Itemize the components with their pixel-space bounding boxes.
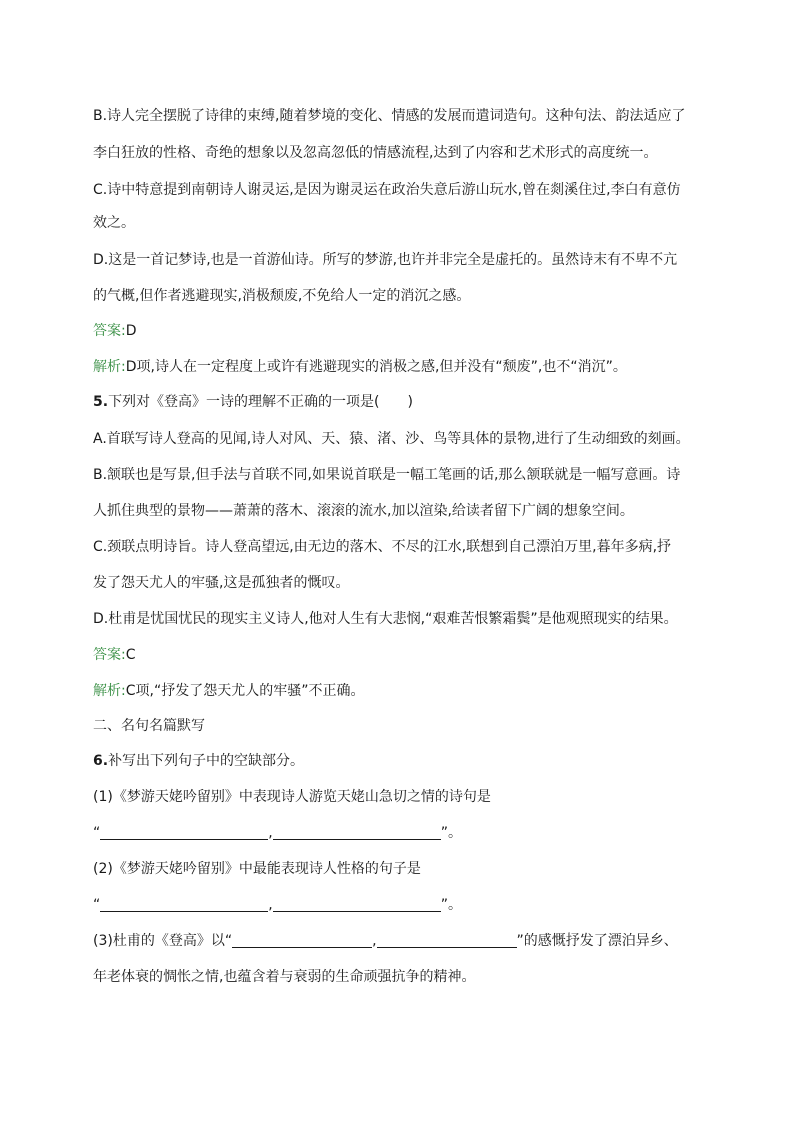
option-d-line-1: D.这是一首记梦诗,也是一首游仙诗。所写的梦游,也许并非完全是虚托的。虽然诗末有不卑不亢 <box>93 252 678 268</box>
answer-value: C <box>125 647 136 663</box>
q5-option-a: A.首联写诗人登高的见闻,诗人对风、天、猿、渚、沙、鸟等具体的景物,进行了生动细致的刻画。 <box>93 431 690 447</box>
question-number: 5. <box>93 394 109 410</box>
answer-4 <box>93 321 137 341</box>
q5-option-d: D.杜甫是忧国忧民的现实主义诗人,他对人生有大悲悯,“艰难苦恨繁霜鬓”是他观照现实的结果。 <box>93 611 678 627</box>
blank-3b[interactable] <box>377 933 517 948</box>
q6-sub-2-blanks: “ , ”。 <box>93 897 462 913</box>
option-b-line-1: B.诗人完全摆脱了诗律的束缚,随着梦境的变化、情感的发展而遣词造句。这种句法、韵法适应了 <box>93 108 686 124</box>
option-b-line-2: 李白狂放的性格、奇绝的想象以及忽高忽低的情感流程,达到了内容和艺术形式的高度统一。 <box>93 145 658 161</box>
question-number: 6. <box>93 753 109 769</box>
analysis-label: 解析: <box>93 359 126 375</box>
analysis-4 <box>93 357 627 377</box>
answer-label: 答案: <box>93 647 126 663</box>
q5-option-c-line-1: C.颈联点明诗旨。诗人登高望远,由无边的落木、不尽的江水,联想到自己漂泊万里,暮年多病,抒 <box>93 539 672 555</box>
blank-3a[interactable] <box>232 933 372 948</box>
analysis-text: C项,“抒发了怨天尤人的牢骚”不正确。 <box>125 683 365 699</box>
q6-sub-2: (2)《梦游天姥吟留别》中最能表现诗人性格的句子是 <box>93 861 421 877</box>
blank-1a[interactable] <box>100 825 268 840</box>
q6-sub-3-line-2: 年老体衰的惆怅之情,也蕴含着与衰弱的生命顽强抗争的精神。 <box>93 969 476 985</box>
q5-option-b-line-1: B.颔联也是写景,但手法与首联不同,如果说首联是一幅工笔画的话,那么颔联就是一幅写意画。诗 <box>93 467 681 483</box>
analysis-5 <box>93 681 364 701</box>
q6-sub-3: (3)杜甫的《登高》以“ , ”的感慨抒发了漂泊异乡、 <box>93 933 678 949</box>
question-text: 补写出下列句子中的空缺部分。 <box>108 753 305 769</box>
q6-sub-1-blanks: “ , ”。 <box>93 825 462 841</box>
option-c-line-1: C.诗中特意提到南朝诗人谢灵运,是因为谢灵运在政治失意后游山玩水,曾在剡溪住过,李白有意仿 <box>93 182 681 198</box>
option-d-line-2: 的气概,但作者逃避现实,消极颓废,不免给人一定的消沉之感。 <box>93 288 471 304</box>
blank-2a[interactable] <box>100 897 268 912</box>
q6-sub-1: (1)《梦游天姥吟留别》中表现诗人游览天姥山急切之情的诗句是 <box>93 789 491 805</box>
question-text: 下列对《登高》一诗的理解不正确的一项是( ) <box>108 394 413 410</box>
section-heading: 二、名句名篇默写 <box>93 718 205 734</box>
blank-2b[interactable] <box>273 897 441 912</box>
answer-5 <box>93 645 136 665</box>
answer-value: D <box>125 323 137 339</box>
analysis-label: 解析: <box>93 683 126 699</box>
question-6-stem <box>93 751 304 771</box>
answer-label: 答案: <box>93 323 126 339</box>
analysis-text: D项,诗人在一定程度上或许有逃避现实的消极之感,但并没有“颓废”,也不“消沉”。 <box>125 359 627 375</box>
blank-1b[interactable] <box>273 825 441 840</box>
option-c-line-2: 效之。 <box>93 215 135 231</box>
question-5-stem <box>93 392 413 412</box>
q5-option-c-line-2: 发了怨天尤人的牢骚,这是孤独者的慨叹。 <box>93 575 350 591</box>
q5-option-b-line-2: 人抓住典型的景物——萧萧的落木、滚滚的流水,加以渲染,给读者留下广阔的想象空间。 <box>93 503 634 519</box>
